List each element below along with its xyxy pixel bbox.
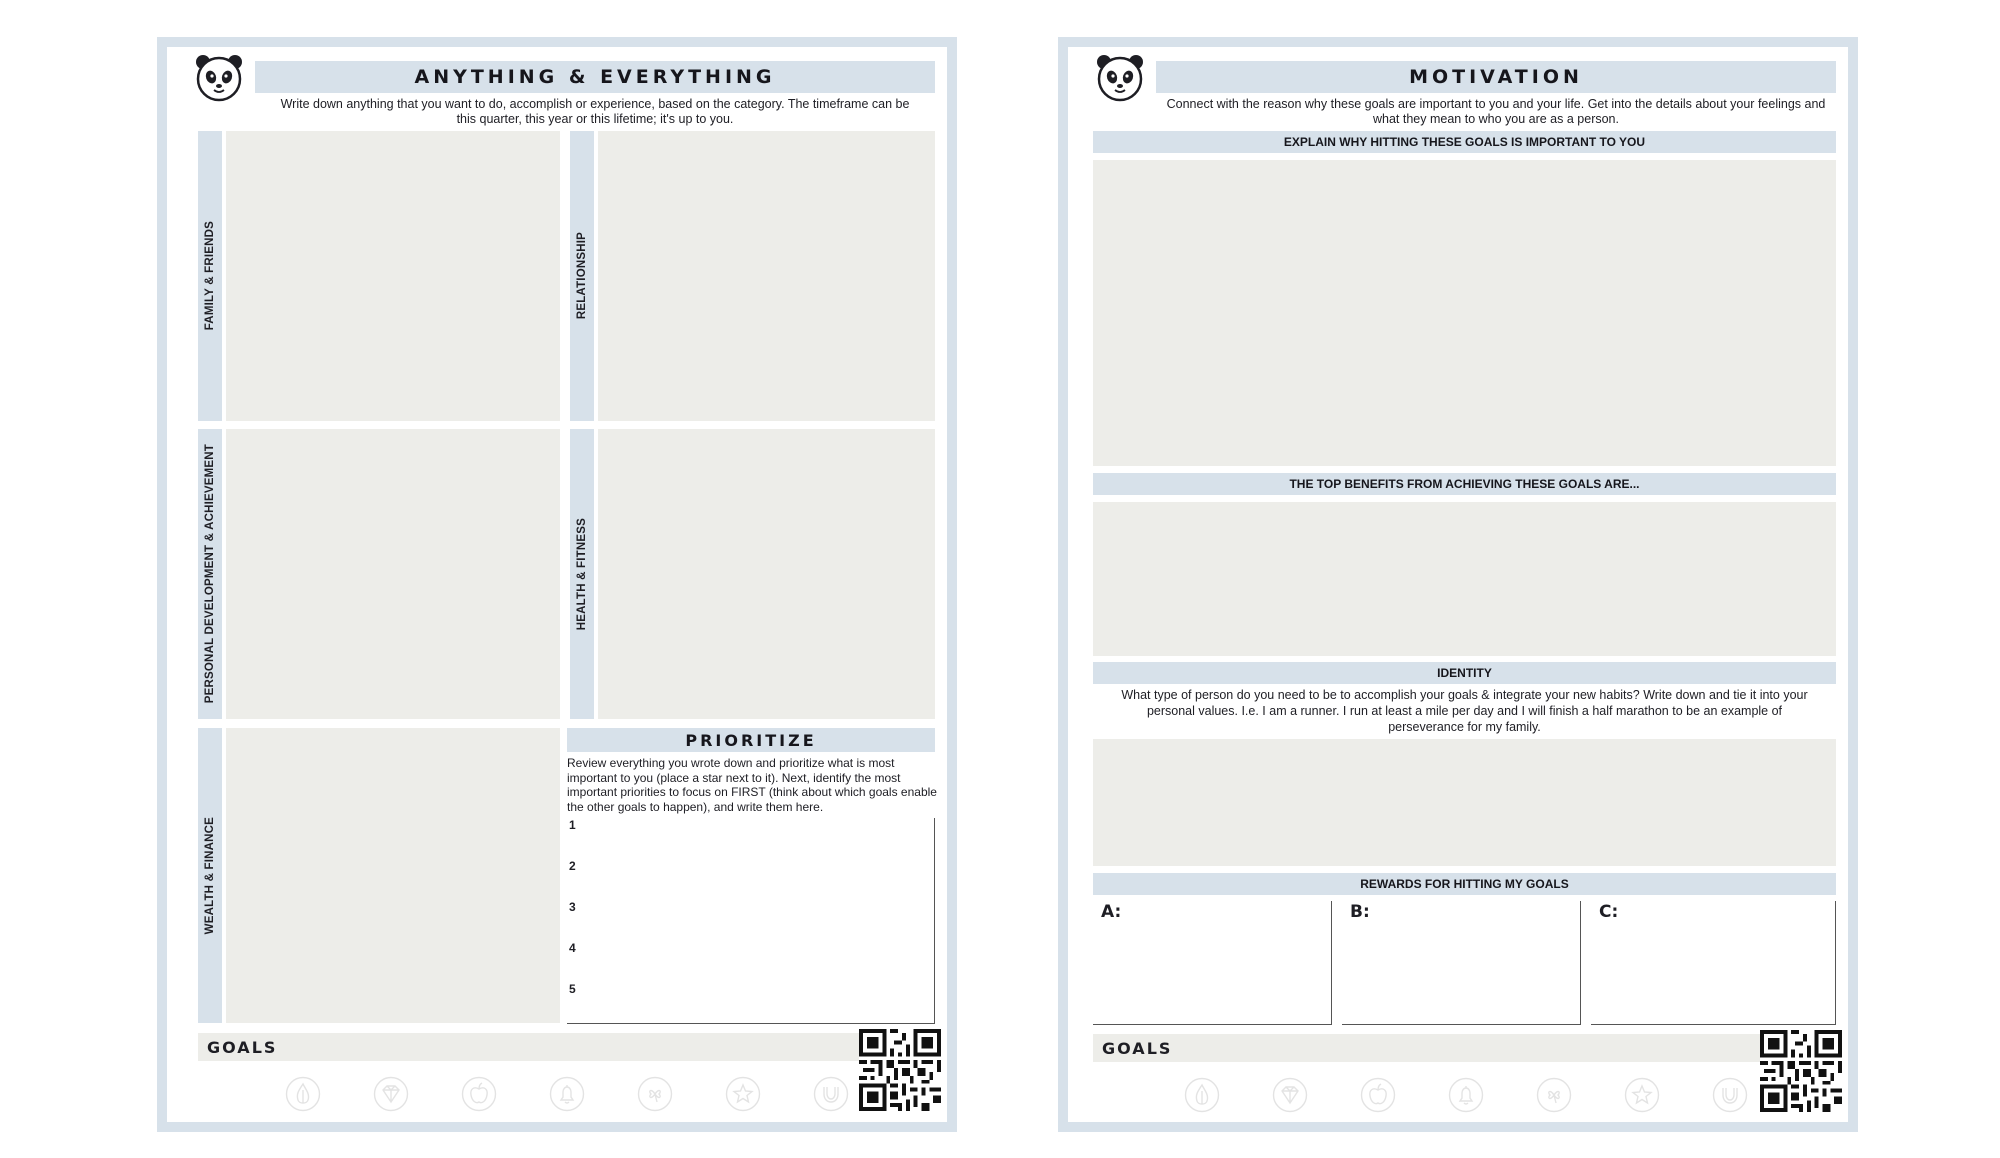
star-icon <box>1624 1077 1660 1113</box>
priority-list[interactable] <box>567 818 935 1024</box>
prioritize-instructions: Review everything you wrote down and prioritize what is most important to you (place a star next to it). Next, identify the most important priorities to focus on FIRST (think about which goals enable the other goals to happen), and write them here. <box>567 756 937 814</box>
priority-number-3: 3 <box>569 900 576 914</box>
apple-icon <box>1360 1077 1396 1113</box>
writing-box-benefits[interactable] <box>1093 502 1836 656</box>
writing-box-relationship[interactable] <box>598 131 935 421</box>
goals-label: GOALS <box>198 1033 868 1061</box>
section-explain-header: EXPLAIN WHY HITTING THESE GOALS IS IMPORTANT TO YOU <box>1093 131 1836 153</box>
category-tab-relationship <box>570 131 594 421</box>
reward-label-a: A: <box>1101 902 1122 922</box>
bell-icon <box>549 1076 585 1112</box>
reward-box-b[interactable] <box>1342 901 1581 1025</box>
writing-box-explain[interactable] <box>1093 160 1836 466</box>
bell-icon <box>1448 1077 1484 1113</box>
sheet-motivation <box>1058 37 1858 1132</box>
category-label-personal: PERSONAL DEVELOPMENT & ACHIEVEMENT <box>204 444 216 704</box>
apple-icon <box>461 1076 497 1112</box>
goals-label: GOALS <box>1093 1034 1769 1062</box>
diamond-icon <box>373 1076 409 1112</box>
category-label-health: HEALTH & FITNESS <box>576 517 588 631</box>
page-title: ANYTHING & EVERYTHING <box>255 61 935 93</box>
panda-logo-icon <box>1094 51 1146 103</box>
clover-icon <box>1536 1077 1572 1113</box>
prioritize-title: PRIORITIZE <box>567 728 935 752</box>
intro-text: Connect with the reason why these goals are important to you and your life. Get into the details about your feelings and what they mean to who you are as a person. <box>1166 97 1826 126</box>
writing-box-family[interactable] <box>226 131 560 421</box>
category-label-wealth: WEALTH & FINANCE <box>204 816 216 935</box>
intro-text: Write down anything that you want to do, accomplish or experience, based on the category. The timeframe can be this quarter, this year or this lifetime; it's up to you. <box>280 97 910 126</box>
category-label-family: FAMILY & FRIENDS <box>204 221 216 331</box>
sheet-content <box>1068 47 1848 1122</box>
diamond-icon <box>1272 1077 1308 1113</box>
writing-box-identity[interactable] <box>1093 739 1836 866</box>
category-tab-wealth <box>198 728 222 1023</box>
qr-code-icon[interactable] <box>1760 1030 1842 1112</box>
page-title: MOTIVATION <box>1156 61 1836 93</box>
writing-box-health[interactable] <box>598 429 935 719</box>
reward-label-c: C: <box>1599 902 1619 922</box>
priority-number-4: 4 <box>569 941 576 955</box>
section-identity-header: IDENTITY <box>1093 662 1836 684</box>
category-label-relationship: RELATIONSHIP <box>576 232 588 320</box>
priority-number-5: 5 <box>569 982 576 996</box>
section-benefits-header: THE TOP BENEFITS FROM ACHIEVING THESE GOALS ARE... <box>1093 473 1836 495</box>
category-tab-health <box>570 429 594 719</box>
panda-logo-icon <box>193 51 245 103</box>
sheet-anything-everything <box>157 37 957 1132</box>
reward-box-c[interactable] <box>1591 901 1836 1025</box>
clover-icon <box>637 1076 673 1112</box>
footer-icon-row <box>285 1076 849 1112</box>
reward-label-b: B: <box>1350 902 1370 922</box>
qr-code-icon[interactable] <box>859 1029 941 1111</box>
flame-icon <box>1184 1077 1220 1113</box>
category-tab-family <box>198 131 222 421</box>
category-tab-personal <box>198 429 222 719</box>
horseshoe-icon <box>813 1076 849 1112</box>
identity-instructions: What type of person do you need to be to accomplish your goals & integrate your new habits? Write down and tie it into your personal values. I.e. I am a runner. I run at least a mile per day and I will finish a half marathon to be an example of perseverance for my family. <box>1121 688 1808 734</box>
reward-box-a[interactable] <box>1093 901 1332 1025</box>
star-icon <box>725 1076 761 1112</box>
writing-box-personal[interactable] <box>226 429 560 719</box>
section-rewards-header: REWARDS FOR HITTING MY GOALS <box>1093 873 1836 895</box>
priority-number-1: 1 <box>569 818 576 832</box>
priority-number-2: 2 <box>569 859 576 873</box>
writing-box-wealth[interactable] <box>226 728 560 1023</box>
footer-icon-row <box>1184 1077 1748 1113</box>
sheet-content <box>167 47 947 1122</box>
flame-icon <box>285 1076 321 1112</box>
horseshoe-icon <box>1712 1077 1748 1113</box>
